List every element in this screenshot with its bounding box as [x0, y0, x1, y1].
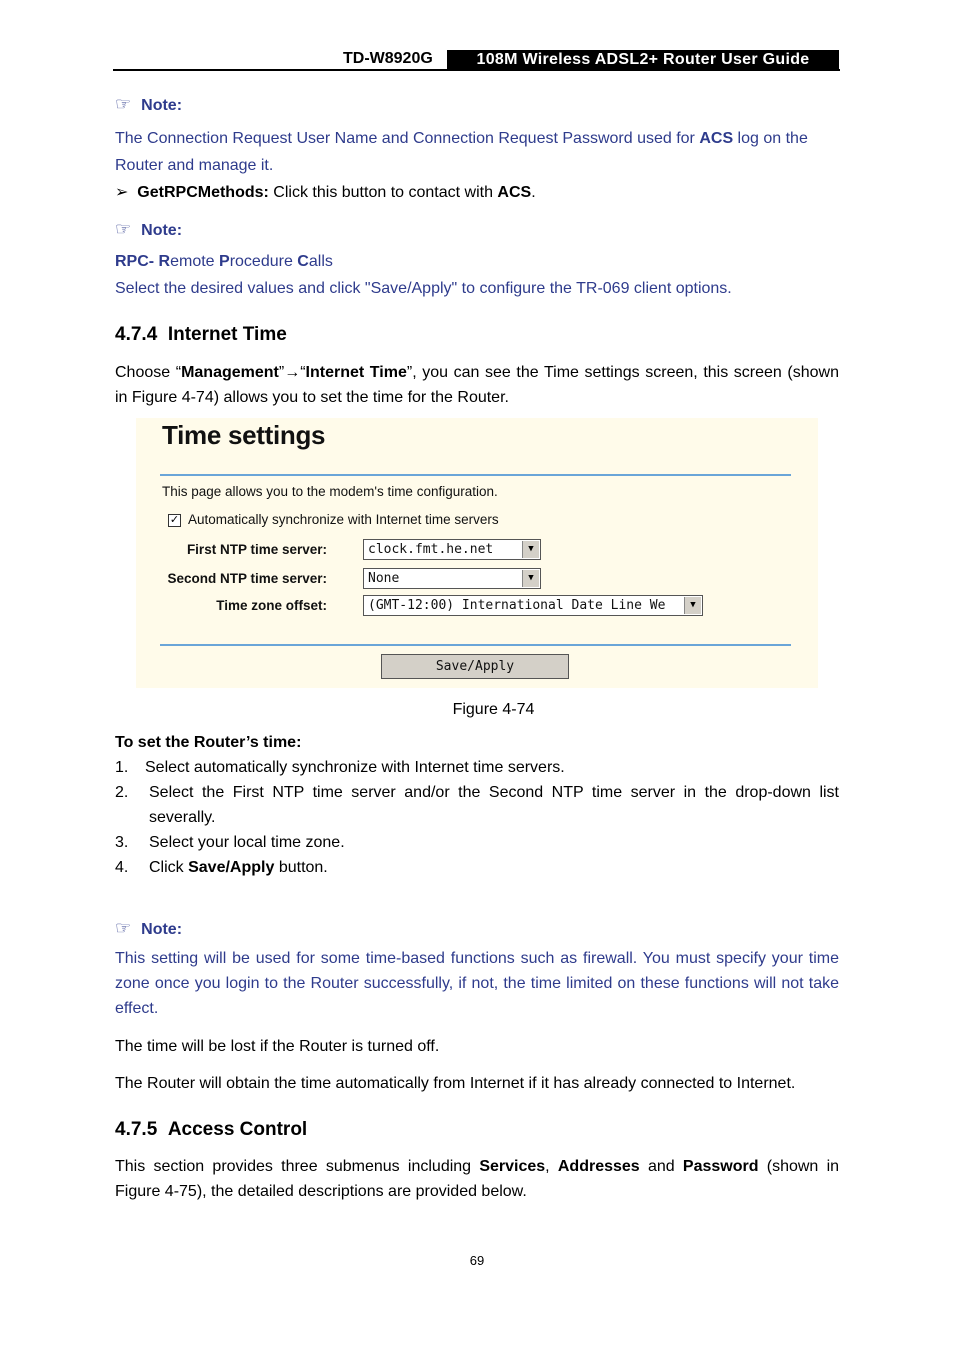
section-heading-4-7-4: 4.7.4 Internet Time: [115, 324, 287, 345]
note-1-text: The Connection Request User Name and Connection Request Password used for ACS log on the Router and manage it.: [115, 130, 808, 174]
page-number: 69: [469, 1253, 485, 1268]
header-model: TD-W8920G: [343, 50, 433, 67]
first-ntp-label: First NTP time server:: [186, 542, 327, 557]
save-apply-button[interactable]: Save/Apply: [381, 654, 569, 679]
note-2-text: Select the desired values and click "Save/Apply" to configure the TR-069 client options.: [115, 280, 732, 297]
timezone-select[interactable]: [363, 595, 703, 616]
note-heading-2: [115, 219, 182, 240]
bullet-arrow-icon: ➢: [115, 184, 129, 201]
time-settings-screenshot: [136, 418, 818, 688]
steps-list: [115, 755, 839, 880]
steps-title: To set the Router’s time:: [115, 734, 302, 751]
timezone-value: (GMT-12:00) International Date Line We: [368, 598, 666, 613]
note-label: Note:: [141, 921, 183, 938]
list-item: 1. Select automatically synchronize with Internet time servers.: [115, 759, 565, 776]
list-item: 2. Select the First NTP time server and/or the Second NTP time server in the drop-down list severally.: [115, 784, 839, 826]
first-ntp-value: clock.fmt.he.net: [368, 542, 494, 557]
note-heading-3: [115, 918, 182, 939]
pointing-hand-icon: ☞: [115, 219, 132, 239]
note-label: Note:: [141, 222, 183, 239]
timezone-label: Time zone offset:: [216, 598, 327, 613]
second-ntp-value: None: [368, 571, 400, 586]
getrpc-bullet: ➢ GetRPCMethods: Click this button to contact with ACS.: [115, 184, 536, 201]
auto-sync-label: Automatically synchronize with Internet time servers: [188, 512, 499, 527]
figure-caption: Figure 4-74: [452, 701, 535, 718]
time-settings-title: Time settings: [162, 420, 326, 450]
para-time-lost: The time will be lost if the Router is turned off.: [115, 1038, 440, 1055]
auto-sync-checkbox[interactable]: ✓: [169, 514, 180, 526]
note-3-text: This setting will be used for some time-based functions such as firewall. You must specify your time zone once you login to the Router successfully, if not, the time limited on these functions will not take effect.: [115, 950, 839, 1017]
list-item: 3. Select your local time zone.: [115, 834, 345, 851]
header-guide-title: 108M Wireless ADSL2+ Router User Guide: [447, 50, 839, 69]
list-item: 4. Click Save/Apply button.: [115, 859, 328, 876]
second-ntp-label: Second NTP time server:: [167, 571, 327, 586]
chevron-down-icon[interactable]: ▼: [522, 570, 539, 587]
rpc-definition: RPC- Remote Procedure Calls: [115, 253, 333, 270]
note-heading-1: [115, 94, 182, 115]
note-label: Note:: [141, 97, 183, 114]
page-description: This page allows you to the modem's time configuration.: [162, 484, 498, 499]
chevron-down-icon[interactable]: ▼: [684, 597, 701, 614]
pointing-hand-icon: ☞: [115, 918, 132, 938]
intro-paragraph: Choose “Management”→“Internet Time”, you can see the Time settings screen, this screen (shown in Figure 4-74) allows you to set the time for the Router.: [115, 364, 840, 406]
second-ntp-select[interactable]: [363, 568, 541, 589]
bottom-divider: [160, 644, 791, 646]
top-divider: [160, 474, 791, 476]
pointing-hand-icon: ☞: [115, 94, 132, 114]
section-heading-4-7-5: 4.7.5 Access Control: [115, 1119, 308, 1140]
header-rule: [113, 69, 840, 71]
para-time-obtain: The Router will obtain the time automatically from Internet if it has already connected to Internet.: [115, 1075, 796, 1092]
access-control-paragraph: This section provides three submenus including Services, Addresses and Password (shown in Figure 4-75), the detailed descriptions are provided below.: [115, 1158, 840, 1200]
chevron-down-icon[interactable]: ▼: [522, 541, 539, 558]
first-ntp-select[interactable]: [363, 539, 541, 560]
